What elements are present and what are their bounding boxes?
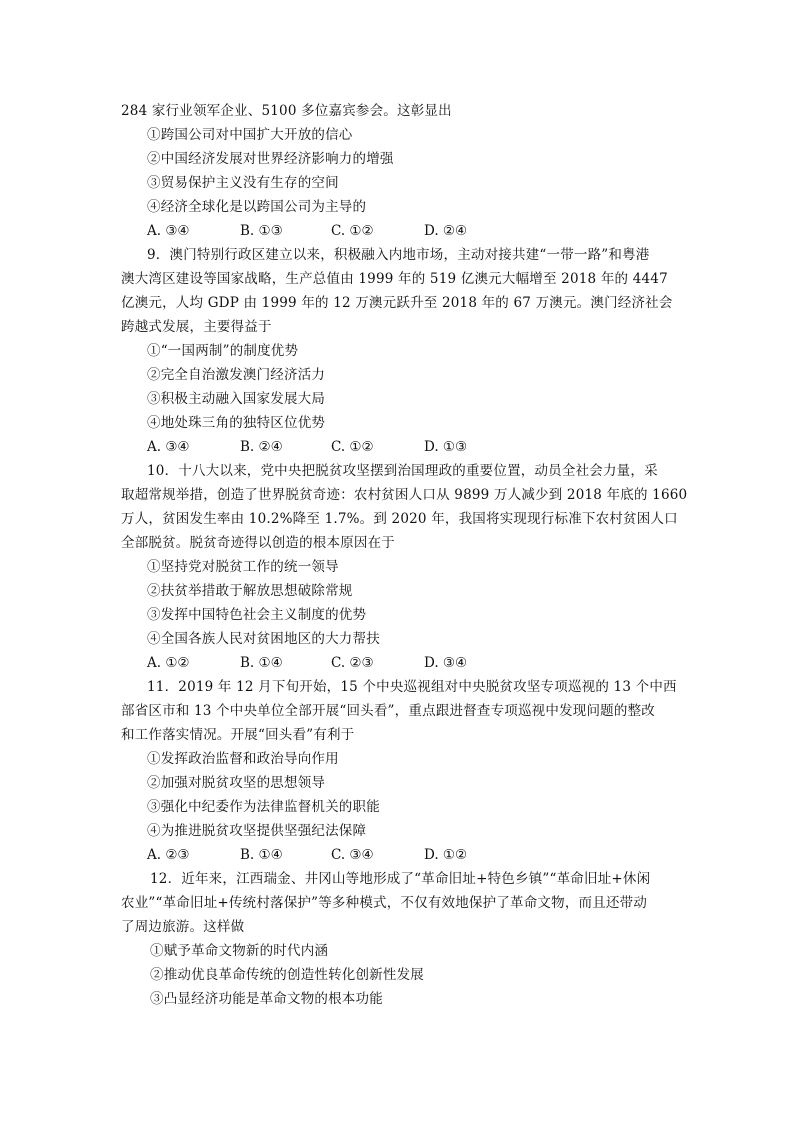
q11-option-d: D. ①②	[424, 847, 468, 863]
q8-item-2: ②中国经济发展对世界经济影响力的增强	[147, 151, 394, 167]
q10-item-1: ①坚持党对脱贫工作的统一领导	[147, 559, 339, 575]
q9-option-b: B. ②④	[240, 439, 283, 455]
q10-item-3: ③发挥中国特色社会主义制度的优势	[147, 607, 367, 623]
q8-option-b: B. ①③	[240, 223, 283, 239]
q10-option-a: A. ①②	[147, 655, 190, 671]
q9-stem-line: 跨越式发展，主要得益于	[121, 319, 272, 335]
q10-item-4: ④全国各族人民对贫困地区的大力帮扶	[147, 631, 380, 647]
q11-item-1: ①发挥政治监督和政治导向作用	[147, 751, 339, 767]
q8-option-c: C. ①②	[331, 223, 374, 239]
q8-item-4: ④经济全球化是以跨国公司为主导的	[147, 199, 367, 215]
q8-stem-line: 284 家行业领军企业、5100 多位嘉宾参会。这彰显出	[121, 103, 452, 119]
q9-item-1: ①“一国两制”的制度优势	[147, 343, 299, 359]
q9-stem-line: 亿澳元，人均 GDP 由 1999 年的 12 万澳元跃升至 2018 年的 67 万澳元。澳门经济社会	[121, 295, 673, 311]
q12-item-3: ③凸显经济功能是革命文物的根本功能	[150, 991, 383, 1007]
q9-item-2: ②完全自治激发澳门经济活力	[147, 367, 326, 383]
q10-stem-line: 万人，贫困发生率由 10.2%降至 1.7%。到 2020 年，我国将实现现行标准下农村贫困人口	[121, 511, 678, 527]
q11-stem-line: 部省区市和 13 个中央单位全部开展“回头看”，重点跟进督查专项巡视中发现问题的整改	[121, 703, 655, 719]
q12-item-1: ①赋予革命文物新的时代内涵	[150, 943, 329, 959]
q11-option-c: C. ③④	[331, 847, 374, 863]
q12-item-2: ②推动优良革命传统的创造性转化创新性发展	[150, 967, 424, 983]
q11-option-b: B. ①④	[240, 847, 283, 863]
q10-stem-line: 10．十八大以来，党中央把脱贫攻坚摆到治国理政的重要位置，动员全社会力量，采	[147, 463, 658, 479]
q12-stem-line: 12．近年来，江西瑞金、井冈山等地形成了“革命旧址+特色乡镇”“革命旧址+休闲	[150, 871, 651, 887]
q8-item-1: ①跨国公司对中国扩大开放的信心	[147, 127, 353, 143]
q10-option-d: D. ③④	[424, 655, 468, 671]
q12-stem-line: 农业”“革命旧址+传统村落保护”等多种模式，不仅有效地保护了革命文物，而且还带动	[121, 895, 648, 911]
q10-item-2: ②扶贫举措敢于解放思想破除常规	[147, 583, 353, 599]
q12-stem-line: 了周边旅游。这样做	[121, 919, 245, 935]
q10-stem-line: 全部脱贫。脱贫奇迹得以创造的根本原因在于	[121, 535, 395, 551]
q11-stem-line: 和工作落实情况。开展“回头看”有利于	[121, 727, 355, 743]
q9-option-a: A. ③④	[147, 439, 190, 455]
q8-item-3: ③贸易保护主义没有生存的空间	[147, 175, 339, 191]
q8-option-d: D. ②④	[424, 223, 468, 239]
q9-option-c: C. ①②	[331, 439, 374, 455]
q9-stem-line: 9．澳门特别行政区建立以来，积极融入内地市场，主动对接共建“一带一路”和粤港	[147, 247, 650, 263]
q10-stem-line: 取超常规举措，创造了世界脱贫奇迹：农村贫困人口从 9899 万人减少到 2018 年底的 1660	[121, 487, 688, 503]
q11-option-a: A. ②③	[147, 847, 190, 863]
q9-option-d: D. ①③	[424, 439, 468, 455]
q11-item-4: ④为推进脱贫攻坚提供坚强纪法保障	[147, 823, 367, 839]
q9-item-3: ③积极主动融入国家发展大局	[147, 391, 326, 407]
q11-item-2: ②加强对脱贫攻坚的思想领导	[147, 775, 326, 791]
q9-stem-line: 澳大湾区建设等国家战略，生产总值由 1999 年的 519 亿澳元大幅增至 2018 年的 4447	[121, 271, 668, 287]
q8-option-a: A. ③④	[147, 223, 190, 239]
q11-item-3: ③强化中纪委作为法律监督机关的职能	[147, 799, 380, 815]
q10-option-c: C. ②③	[331, 655, 374, 671]
q10-option-b: B. ①④	[240, 655, 283, 671]
q11-stem-line: 11．2019 年 12 月下旬开始，15 个中央巡视组对中央脱贫攻坚专项巡视的 13 个中西	[147, 679, 677, 695]
q9-item-4: ④地处珠三角的独特区位优势	[147, 415, 326, 431]
